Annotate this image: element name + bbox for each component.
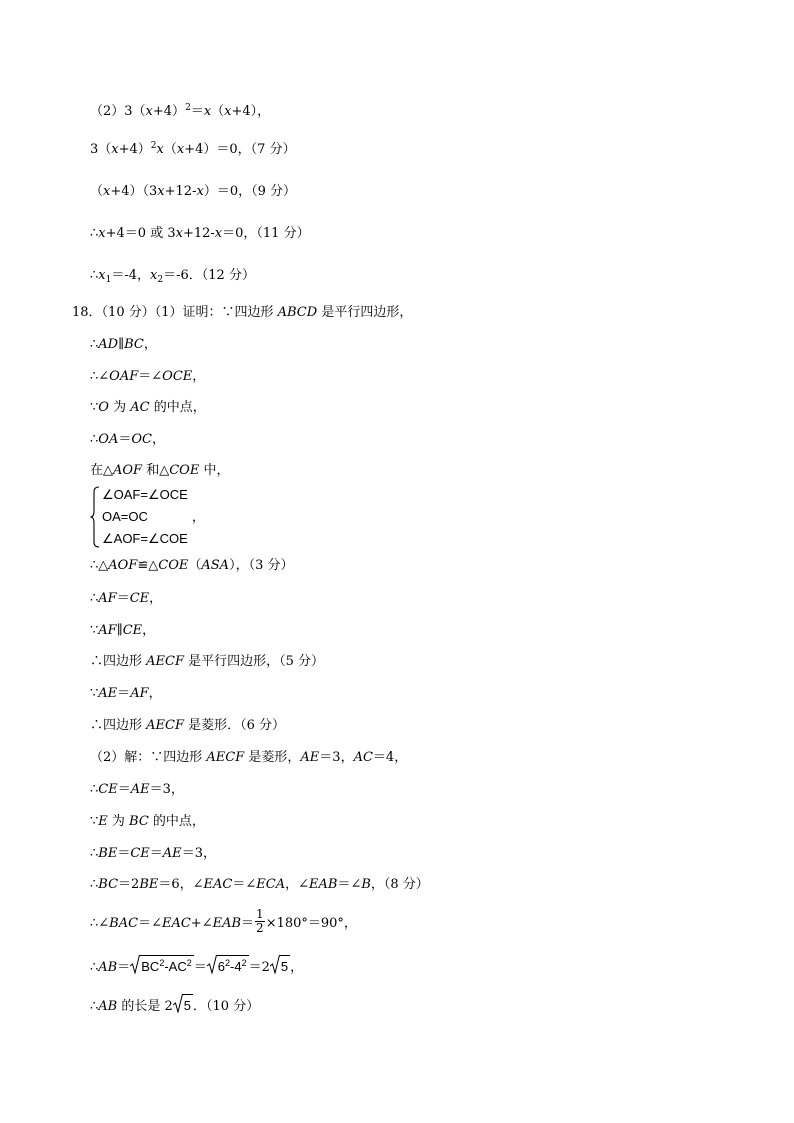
q18-line-7: ∴△AOF≌△COE（ASA），（3 分）	[90, 558, 294, 573]
equation-system	[90, 486, 230, 550]
q18-line-14: ∴CE＝AE＝3，	[90, 782, 184, 797]
part2-equation-2: $3(x+4)^2x(x+4)=0$，（7 分）	[90, 141, 296, 157]
sqrt-5-answer: 5	[173, 994, 193, 1018]
q18-line-4: ∵O 为 AC 的中点，	[90, 400, 206, 415]
q18-heading: 18．（10 分）（1）证明：∵四边形 ABCD 是平行四边形，	[72, 305, 413, 320]
system-row-3: ∠AOF=∠COE	[102, 531, 188, 546]
part2-equation-4: ∴x+4＝0 或 3x+12-x＝0，（11 分）	[90, 226, 310, 241]
q18-line-3: ∴∠OAF＝∠OCE，	[90, 369, 206, 384]
part2-equation-1: $(2)3(x+4)^2=x(x+4)$，	[90, 103, 271, 119]
q18-line-18: ∴∠BAC＝∠EAC+∠EAB＝ $\frac{1}{2}$ ×180°＝90°，	[90, 907, 357, 935]
q18-line-17: ∴BC＝2BE＝6，∠EAC＝∠ECA，∠EAB＝∠B，（8 分）	[90, 877, 429, 892]
left-brace-icon	[90, 486, 100, 548]
q18-line-16: ∴BE＝CE＝AE＝3，	[90, 846, 216, 861]
q18-line-19: ∴AB＝ $BC^2-AC^2$ ＝ $6^2-4^2 =2$ 5 ，	[90, 955, 303, 979]
q18-line-6: 在△AOF 和△COE 中，	[90, 463, 230, 478]
sqrt-6-4: $6^2-4^2$	[207, 955, 249, 979]
part2-equation-5: $\therefore x_1=-4$，$x_2=-6$．（12 分）	[90, 268, 255, 285]
fraction-one-half: $\frac{1}{2}$	[256, 907, 264, 935]
q18-line-20: ∴AB 的长是 2 5 ．（10 分）	[90, 994, 259, 1018]
part2-equation-3: （x+4）（3x+12-x）＝0，（9 分）	[90, 184, 296, 199]
q18-line-12: ∴四边形 AECF 是菱形．（6 分）	[90, 718, 286, 733]
q18-line-13: （2）解：∵四边形 AECF 是菱形，AE＝3，AC＝4，	[90, 750, 408, 765]
q18-line-9: ∵AF∥CE，	[90, 623, 156, 638]
q18-line-11: ∵AE＝AF，	[90, 686, 162, 701]
q18-line-2: ∴AD∥BC，	[90, 337, 157, 352]
system-row-2: OA=OC ，	[102, 509, 205, 524]
sqrt-5: 5	[270, 955, 290, 979]
system-row-1: ∠OAF=∠OCE	[102, 487, 188, 502]
q18-line-5: ∴OA＝OC，	[90, 432, 165, 447]
q18-line-10: ∴四边形 AECF 是平行四边形，（5 分）	[90, 654, 325, 669]
sqrt-bc-ac: $BC^2-AC^2$	[130, 955, 193, 979]
q18-line-8: ∴AF＝CE，	[90, 591, 163, 606]
q18-line-15: ∵E 为 BC 的中点，	[90, 814, 205, 829]
